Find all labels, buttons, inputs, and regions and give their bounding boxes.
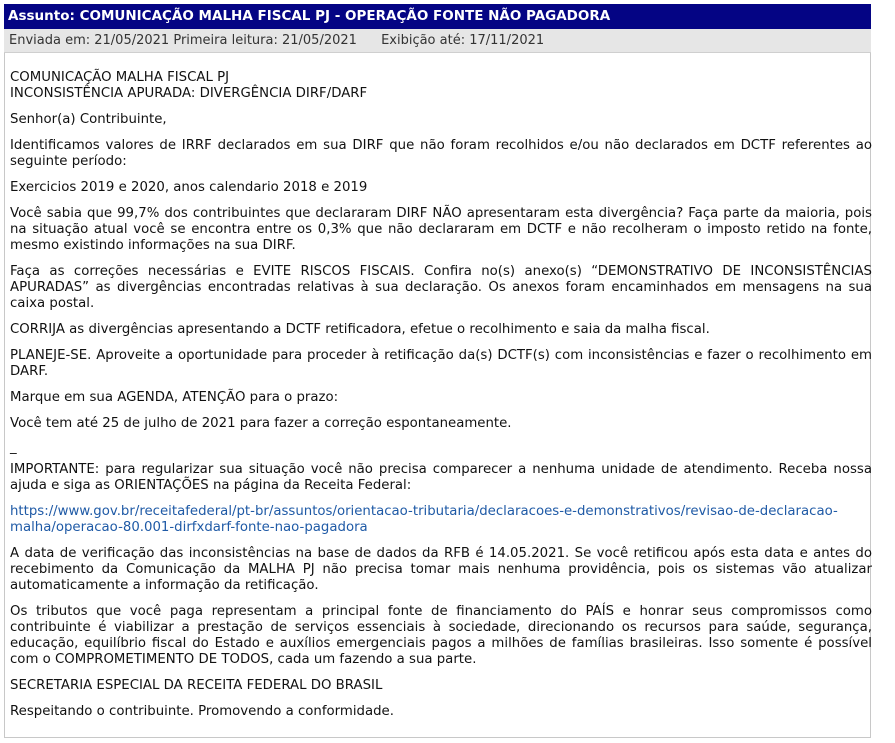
message-title [10,70,872,102]
message-body [10,70,872,720]
orientation-link-wrap [10,504,872,536]
paragraph-important: IMPORTANTE: para regularizar sua situação você não precisa comparecer a nenhuma unidade de atendimento. Receba nossa ajuda e siga as ORIENTAÇÕES na página da Receita Federal: [10,462,872,493]
paragraph-correct: CORRIJA as divergências apresentando a DCTF retificadora, efetue o recolhimento e saia da malha fiscal. [10,322,710,337]
message-subject [4,4,871,29]
separator: _ [10,440,17,455]
paragraph-deadline: Você tem até 25 de julho de 2021 para fazer a correção espontaneamente. [10,416,512,431]
paragraph-tributes: Os tributos que você paga representam a principal fonte de financiamento do PAÍS e honrar seus compromissos como contribuinte é viabilizar a prestação de serviços essenciais à sociedade, direcionando os recursos para saúde, segurança, educação, equilíbrio fiscal do Estado e auxílios emergenciais pagos a milhões de famílias brasileiras. Isso somente é possível com o COMPROMETIMENTO DE TODOS, cada um fazendo a sua parte. [10,604,872,667]
sent-date: Enviada em: 21/05/2021 [9,33,170,48]
paragraph-statistics: Você sabia que 99,7% dos contribuintes que declararam DIRF NÃO apresentaram esta divergência? Faça parte da maioria, pois na situação atual você se encontra entre os 0,3% que não declararam em DCTF e não recolheram o imposto retido na fonte, mesmo existindo informações na sua DIRF. [10,206,872,253]
first-read-date: Primeira leitura: 21/05/2021 [173,33,357,48]
paragraph-motto: Respeitando o contribuinte. Promovendo a conformidade. [10,704,394,719]
display-until-date: Exibição até: 17/11/2021 [381,33,545,48]
title-line-2: INCONSISTÊNCIA APURADA: DIVERGÊNCIA DIRF/DARF [10,86,368,101]
orientation-link[interactable]: https://www.gov.br/receitafederal/pt-br/assuntos/orientacao-tributaria/declaracoes-e-demonstrativos/revisao-de-declaracao-malha/operacao-80.001-dirfxdarf-fonte-nao-pagadora [10,504,838,535]
paragraph-secretariat: SECRETARIA ESPECIAL DA RECEITA FEDERAL DO BRASIL [10,678,383,693]
paragraph-agenda: Marque em sua AGENDA, ATENÇÃO para o prazo: [10,390,339,405]
title-line-1: COMUNICAÇÃO MALHA FISCAL PJ [10,70,230,85]
greeting: Senhor(a) Contribuinte, [10,112,167,127]
paragraph-period: Exercicios 2019 e 2020, anos calendario 2018 e 2019 [10,180,368,195]
paragraph-irrf: Identificamos valores de IRRF declarados em sua DIRF que não foram recolhidos e/ou não declarados em DCTF referentes ao seguinte período: [10,138,872,169]
paragraph-attachments: Faça as correções necessárias e EVITE RISCOS FISCAIS. Confira no(s) anexo(s) “DEMONSTRATIVO DE INCONSISTÊNCIAS APURADAS” as divergências encontradas relativas à sua declaração. Os anexos foram encaminhados em mensagens na sua caixa postal. [10,264,872,311]
paragraph-plan: PLANEJE-SE. Aproveite a oportunidade para proceder à retificação da(s) DCTF(s) com inconsistências e fazer o recolhimento em DARF. [10,348,872,379]
subject-text: Assunto: COMUNICAÇÃO MALHA FISCAL PJ - OPERAÇÃO FONTE NÃO PAGADORA [8,8,611,24]
message-meta [4,29,871,53]
paragraph-verification-date: A data de verificação das inconsistências na base de dados da RFB é 14.05.2021. Se você retificou após esta data e antes do recebimento da Comunicação da MALHA PJ não precisa tomar mais nenhuma providência, pois os sistemas vão atualizar automaticamente a informação da retificação. [10,546,872,593]
